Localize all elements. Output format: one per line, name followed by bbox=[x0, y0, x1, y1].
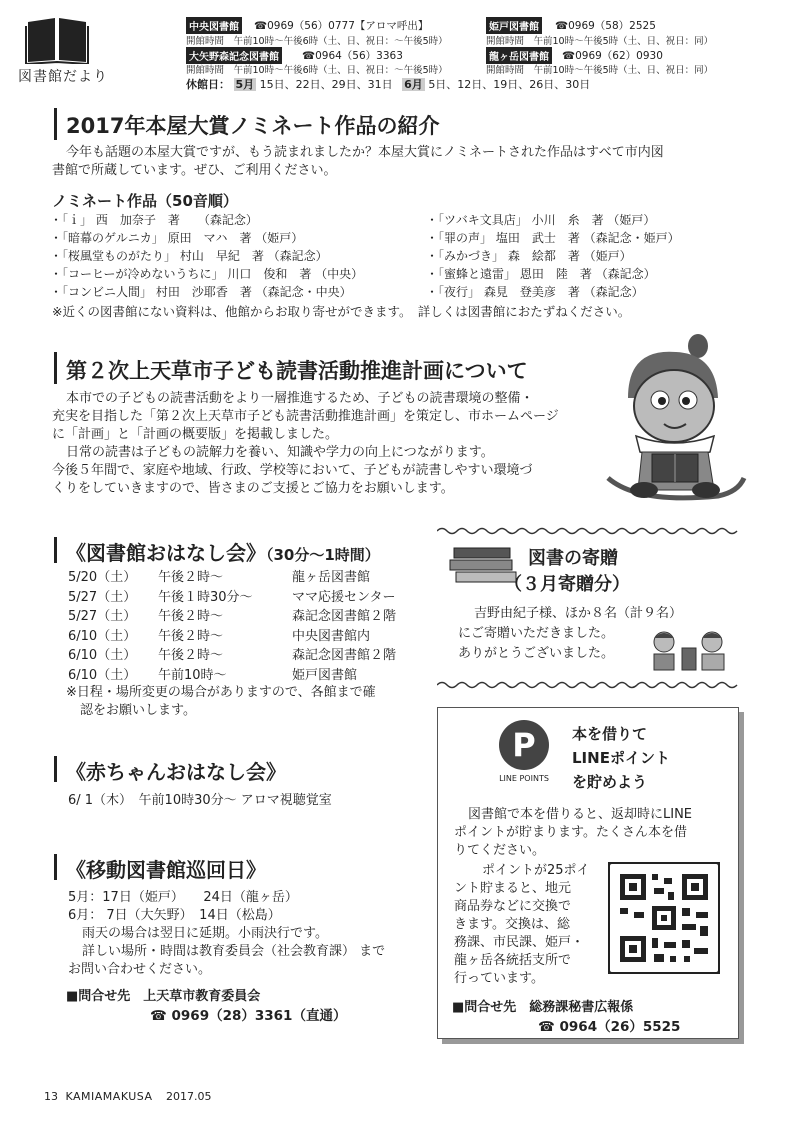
mobile-line: 雨天の場合は翌日に延期。小雨決行です。 bbox=[82, 926, 328, 941]
library-name-himedo: 姫戸図書館 bbox=[486, 17, 542, 34]
honya-note: ※近くの図書館にない資料は、他館からお取り寄せができます。 詳しくは図書館におたずねください。 bbox=[52, 304, 631, 319]
line-text: 行っています。 bbox=[454, 971, 544, 986]
schedule-time: 午後２時～ bbox=[158, 570, 224, 585]
honya-intro-2: 書館で所蔵しています。ぜひ、ご利用ください。 bbox=[52, 163, 337, 178]
plan-line: 本市での子どもの読書活動をより一層推進するため、子どもの読書環境の整備・ bbox=[66, 391, 534, 406]
magazine-name: KAMIAMAKUSA bbox=[65, 1090, 153, 1103]
schedule-place: ママ応援センター bbox=[292, 589, 396, 605]
line-heading-3: を貯めよう bbox=[572, 773, 648, 791]
mobile-body bbox=[68, 889, 385, 979]
schedule-date: 6/10（土） bbox=[68, 628, 137, 644]
points-p-icon: P bbox=[499, 720, 549, 770]
list-item: ・「暗幕のゲルニカ」 原田 マハ 著 （姫戸） bbox=[50, 231, 304, 245]
ohanashi-title: 《図書館おはなし会》 bbox=[66, 541, 266, 565]
line-text: ポイントが25ポイ bbox=[482, 863, 590, 878]
plan-line: 充実を目指した「第２次上天草市子ども読書活動推進計画」を策定し、市ホームページ bbox=[52, 409, 559, 424]
section-bar bbox=[54, 537, 57, 563]
schedule-place: 森記念図書館２階 bbox=[292, 648, 397, 663]
reading-mascot-illustration bbox=[598, 328, 748, 504]
mobile-contact-phone: ☎ 0969（28）3361（直通） bbox=[150, 1008, 347, 1024]
list-item: ・「ツバキ文具店」 小川 糸 著 （姫戸） bbox=[426, 213, 656, 227]
list-item: ・「夜行」 森見 登美彦 著 （森記念） bbox=[426, 285, 644, 299]
header-logo bbox=[16, 14, 118, 90]
wavy-divider bbox=[437, 680, 743, 690]
library-hours-himedo: 開館時間 午前10時～午後5時（土、日、祝日：同） bbox=[486, 36, 714, 47]
section-bar bbox=[54, 854, 57, 880]
closed-label: 休館日： bbox=[186, 78, 230, 91]
footer bbox=[44, 1090, 212, 1103]
mobile-contact-label: ■問合せ先 上天草市教育委員会 bbox=[66, 989, 261, 1004]
schedule-place: 森記念図書館２階 bbox=[292, 609, 397, 624]
table-row bbox=[68, 607, 396, 627]
donation-line-1: 吉野由紀子様、ほか８名（計９名） bbox=[474, 606, 683, 621]
section-bar bbox=[54, 352, 57, 384]
baby-schedule: 6/ 1（木） 午前10時30分～ アロマ視聴覚室 bbox=[68, 793, 332, 808]
donation-line-2: にご寄贈いただきました。 bbox=[458, 626, 615, 641]
library-phone-oyano: ☎0964（56）3363 bbox=[302, 50, 403, 62]
honya-intro-1: 今年も話題の本屋大賞ですが、もう読まれましたか？本屋大賞にノミネートされた作品はすべて市内図 bbox=[66, 145, 664, 160]
honya-title: 2017年本屋大賞ノミネート作品の紹介 bbox=[66, 114, 440, 138]
closed-june-days: 5日、12日、19日、26日、30日 bbox=[428, 78, 591, 91]
library-name-oyano: 大矢野森記念図書館 bbox=[186, 47, 282, 64]
list-item: ・「桜風堂ものがたり」 村山 早紀 著 （森記念） bbox=[50, 249, 328, 263]
library-hours-chuo: 開館時間 午前10時～午後6時（土、日、祝日：～午後5時） bbox=[186, 36, 448, 47]
line-points-caption: LINE POINTS bbox=[499, 774, 549, 783]
schedule-date: 5/27（土） bbox=[68, 589, 137, 605]
schedule-time: 午後２時～ bbox=[158, 609, 224, 624]
line-text: 図書館で本を借りると、返却時にLINE bbox=[468, 807, 693, 822]
line-heading-2: LINEポイント bbox=[572, 749, 670, 767]
children-reading-illustration bbox=[646, 628, 734, 674]
plan-title: 第２次上天草市子ども読書活動推進計画について bbox=[66, 359, 528, 383]
schedule-date: 5/27（土） bbox=[68, 609, 137, 624]
issue-date: 2017.05 bbox=[166, 1090, 212, 1103]
baby-title: 《赤ちゃんおはなし会》 bbox=[66, 760, 286, 784]
library-hours-oyano: 開館時間 午前10時～午後6時（土、日、祝日：～午後5時） bbox=[186, 65, 448, 76]
plan-line: に「計画」と「計画の概要版」を掲載しました。 bbox=[52, 427, 339, 442]
library-name-chuo: 中央図書館 bbox=[186, 17, 242, 34]
donation-title-1: 図書の寄贈 bbox=[528, 548, 618, 569]
donation-title-2: （３月寄贈分） bbox=[504, 574, 630, 595]
line-points-logo bbox=[494, 720, 554, 798]
library-phone-himedo: ☎0969（58）2525 bbox=[555, 20, 656, 32]
section-bar bbox=[54, 756, 57, 782]
line-body-top bbox=[454, 806, 692, 860]
mobile-title: 《移動図書館巡回日》 bbox=[66, 858, 266, 882]
library-name-ryugatake: 龍ヶ岳図書館 bbox=[486, 47, 552, 64]
schedule-date: 6/10（土） bbox=[68, 648, 137, 663]
qr-code-icon[interactable] bbox=[608, 862, 720, 974]
list-item: ・「コーヒーが冷めないうちに」 川口 俊和 著 （中央） bbox=[50, 267, 364, 281]
ohanashi-note-2: 認をお願いします。 bbox=[80, 703, 196, 718]
schedule-date: 5/20（土） bbox=[68, 570, 137, 585]
list-item: ・「蜜蜂と遠雷」 恩田 陸 著 （森記念） bbox=[426, 267, 656, 281]
library-phone-ryugatake: ☎0969（62）0930 bbox=[562, 50, 663, 62]
section-bar bbox=[54, 108, 57, 140]
closed-days bbox=[186, 76, 590, 92]
line-contact-phone: ☎ 0964（26）5525 bbox=[538, 1019, 681, 1035]
line-text: ポイントが貯まります。たくさん本を借 bbox=[454, 825, 687, 840]
plan-line: 日常の読書は子どもの読解力を養い、知識や学力の向上につながります。 bbox=[66, 445, 494, 460]
schedule-time: 午後１時30分～ bbox=[158, 589, 253, 605]
schedule-place: 中央図書館内 bbox=[292, 628, 371, 644]
plan-line: くりをしていきますので、皆さまのご支援とご協力をお願いします。 bbox=[52, 481, 454, 496]
line-text: 務課、市民課、姫戸・ bbox=[454, 935, 585, 950]
mobile-line: 詳しい場所・時間は教育委員会（社会教育課） まで bbox=[82, 944, 386, 959]
line-body-left bbox=[454, 862, 590, 988]
list-item: ・「ｉ」 西 加奈子 著 （森記念） bbox=[50, 213, 258, 227]
schedule-place: 龍ヶ岳図書館 bbox=[292, 570, 371, 585]
open-book-icon bbox=[24, 16, 90, 64]
ohanashi-schedule bbox=[68, 568, 396, 685]
list-item: ・「罪の声」 塩田 武士 著 （森記念・姫戸） bbox=[426, 231, 680, 245]
schedule-time: 午後２時～ bbox=[158, 648, 224, 663]
wavy-divider bbox=[437, 526, 743, 536]
table-row bbox=[68, 568, 396, 588]
donation-line-3: ありがとうございました。 bbox=[458, 646, 615, 661]
line-heading bbox=[572, 722, 670, 794]
line-text: ント貯まると、地元 bbox=[454, 881, 572, 896]
nominee-list-title: ノミネート作品（50音順） bbox=[52, 192, 238, 210]
plan-line: 今後５年間で、家庭や地域、行政、学校等において、子どもが読書しやすい環境づ bbox=[52, 463, 533, 478]
mobile-line: 5月：17日（姫戸） 24日（龍ヶ岳） bbox=[68, 890, 298, 905]
table-row bbox=[68, 666, 396, 686]
list-item: ・「みかづき」 森 絵都 著 （姫戸） bbox=[426, 249, 632, 263]
table-row bbox=[68, 627, 396, 647]
line-heading-1: 本を借りて bbox=[572, 725, 648, 743]
nominee-list-left bbox=[50, 211, 363, 301]
ohanashi-subtitle: （30分～1時間） bbox=[266, 546, 380, 564]
schedule-date: 6/10（土） bbox=[68, 667, 137, 683]
closed-june-month: 6月 bbox=[404, 78, 423, 91]
closed-may-month: 5月 bbox=[235, 78, 255, 91]
mobile-line: 6月： 7日（大矢野） 14日（松島） bbox=[68, 908, 281, 923]
table-row bbox=[68, 646, 396, 666]
list-item: ・「コンビニ人間」 村田 沙耶香 著 （森記念・中央） bbox=[50, 285, 352, 299]
mobile-line: お問い合わせください。 bbox=[68, 962, 212, 977]
library-phone-chuo: ☎0969（56）0777【アロマ呼出】 bbox=[254, 20, 429, 32]
table-row bbox=[68, 588, 396, 608]
line-text: 商品券などに交換で bbox=[454, 899, 572, 914]
ohanashi-note-1: ※日程・場所変更の場合がありますので、各館まで確 bbox=[66, 685, 376, 700]
page-number: 13 bbox=[44, 1090, 58, 1103]
line-text: 龍ヶ岳各統括支所で bbox=[454, 953, 572, 968]
schedule-place: 姫戸図書館 bbox=[292, 667, 358, 683]
logo-text: 図書館だより bbox=[18, 69, 108, 85]
schedule-time: 午前10時～ bbox=[158, 667, 227, 683]
library-hours-ryugatake: 開館時間 午前10時～午後5時（土、日、祝日：同） bbox=[486, 65, 714, 76]
ohanashi-heading bbox=[66, 537, 380, 566]
closed-may-days: 15日、22日、29日、31日 bbox=[259, 78, 393, 91]
line-text: きます。交換は、総 bbox=[454, 917, 570, 932]
line-contact-label: ■問合せ先 総務課秘書広報係 bbox=[452, 1000, 634, 1015]
nominee-list-right bbox=[426, 211, 680, 301]
schedule-time: 午後２時～ bbox=[158, 628, 224, 644]
line-text: りてください。 bbox=[454, 843, 546, 858]
plan-body bbox=[52, 390, 559, 498]
